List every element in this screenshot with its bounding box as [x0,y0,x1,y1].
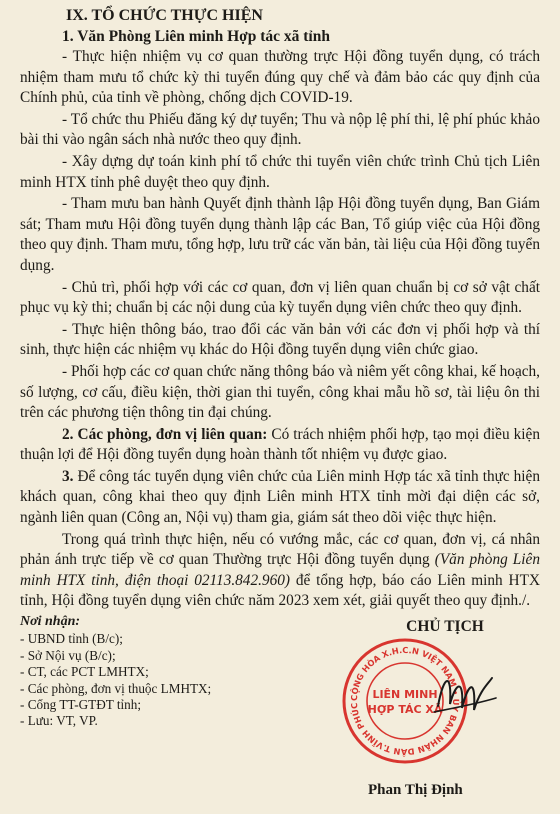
paragraph-2 [20,425,540,466]
paragraph-1-3: - Xây dựng dự toán kinh phí tổ chức thi tuyển viên chức trình Chủ tịch Liên minh HTX tỉnh phê duyệt theo quy định. [20,152,540,191]
footer-block [20,614,540,814]
paragraph-1-6: - Thực hiện thông báo, trao đổi các văn bản với các đơn vị phối hợp và thí sinh, thực hiện các nhiệm vụ khác do Hội đồng tuyển dụng viên chức giao. [20,320,540,359]
recipient-item: - Lưu: VT, VP. [20,713,98,729]
sign-title: CHỦ TỊCH [406,618,484,636]
paragraph-1-5: - Chủ trì, phối hợp với các cơ quan, đơn vị liên quan chuẩn bị cơ sở vật chất phục vụ kỳ thi; chuẩn bị các nội dung của kỳ tuyển dụng viên chức theo quy định. [20,278,540,317]
paragraph-2-text: Có trách nhiệm phối hợp, tạo mọi điều kiện thuận lợi để Hội đồng tuyển dụng hoàn thành tốt nhiệm vụ được giao. [20,425,540,464]
recipient-item: - Các phòng, đơn vị thuộc LMHTX; [20,680,212,696]
recipients-title: Nơi nhận: [20,614,81,630]
handwritten-signature [430,664,500,724]
paragraph-1-1: - Thực hiện nhiệm vụ cơ quan thường trực Hội đồng tuyển dụng, có trách nhiệm tham mưu tổ chức kỳ thi tuyển đúng quy chế và đảm bảo các quy định của Chính phủ, của tỉnh về phòng, chống dịch COVID-19. [20,48,540,107]
seal-center-line2: HỢP TÁC XÃ [367,703,443,717]
paragraph-2-heading: 2. Các phòng, đơn vị liên quan: [62,425,268,443]
recipient-item: - CT, các PCT LMHTX; [20,664,149,680]
paragraph-4-text-b: để tổng hợp, báo cáo Liên minh HTX tỉnh, Hội đồng tuyển dụng viên chức năm 2023 xem xét, giải quyết theo quy định./. [20,571,540,610]
paragraph-1-2: - Tổ chức thu Phiếu đăng ký dự tuyển; Thu và nộp lệ phí thi, lệ phí phúc khảo bài thi vào ngân sách nhà nước theo quy định. [20,110,540,149]
recipient-item: - Sở Nội vụ (B/c); [20,647,116,663]
paragraph-3-heading: 3. [62,467,74,485]
paragraph-3-text: Để công tác tuyển dụng viên chức của Liên minh Hợp tác xã tỉnh thực hiện khách quan, công khai theo quy định Liên minh HTX tỉnh mời đại diện các sở, ngành liên quan (Công an, Nội vụ) tham gia, giám sát theo dõi việc thực hiện. [20,467,540,527]
recipient-item: - Cổng TT-GTĐT tỉnh; [20,697,142,713]
paragraph-4 [20,530,540,612]
seal-center-line1: LIÊN MINH [372,688,438,702]
subsection-1-title: 1. Văn Phòng Liên minh Hợp tác xã tỉnh [62,28,330,45]
section-title: IX. TỔ CHỨC THỰC HIỆN [66,7,263,24]
recipient-item: - UBND tỉnh (B/c); [20,631,123,647]
signer-name: Phan Thị Định [368,782,463,799]
recipients-list [20,614,320,730]
paragraph-3 [20,467,540,529]
paragraph-1-7: - Phối hợp các cơ quan chức năng thông báo và niêm yết công khai, kế hoạch, số lượng, cơ cấu, điều kiện, thời gian thi tuyển, công khai mẫu hồ sơ, tài liệu ôn thi trên các phương tiện thông tin đại chúng. [20,362,540,422]
paragraph-4-contact: (Văn phòng Liên minh HTX tỉnh, điện thoại 02113.842.960) [20,551,540,589]
paragraph-4-text-a: Trong quá trình thực hiện, nếu có vướng mắc, các cơ quan, đơn vị, cá nhân phản ánh trực tiếp về cơ quan Thường trực Hội đồng tuyển dụng [20,530,540,569]
signature-block [330,614,560,799]
paragraph-1-4: - Tham mưu ban hành Quyết định thành lập Hội đồng tuyển dụng, Ban Giám sát; Tham mưu Hội đồng tuyển dụng thành lập các Ban, Tổ giúp việc của Hội đồng theo quy định. Tham mưu, tổng hợp, lưu trữ các văn bản, tài liệu của Hội đồng tuyển dụng. [20,195,540,274]
seal-ring-text: CỘNG HÒA X.H.C.N VIỆT NAM • ỦY BAN NHÂN DÂN T.VĨNH PHÚC [348,645,462,758]
